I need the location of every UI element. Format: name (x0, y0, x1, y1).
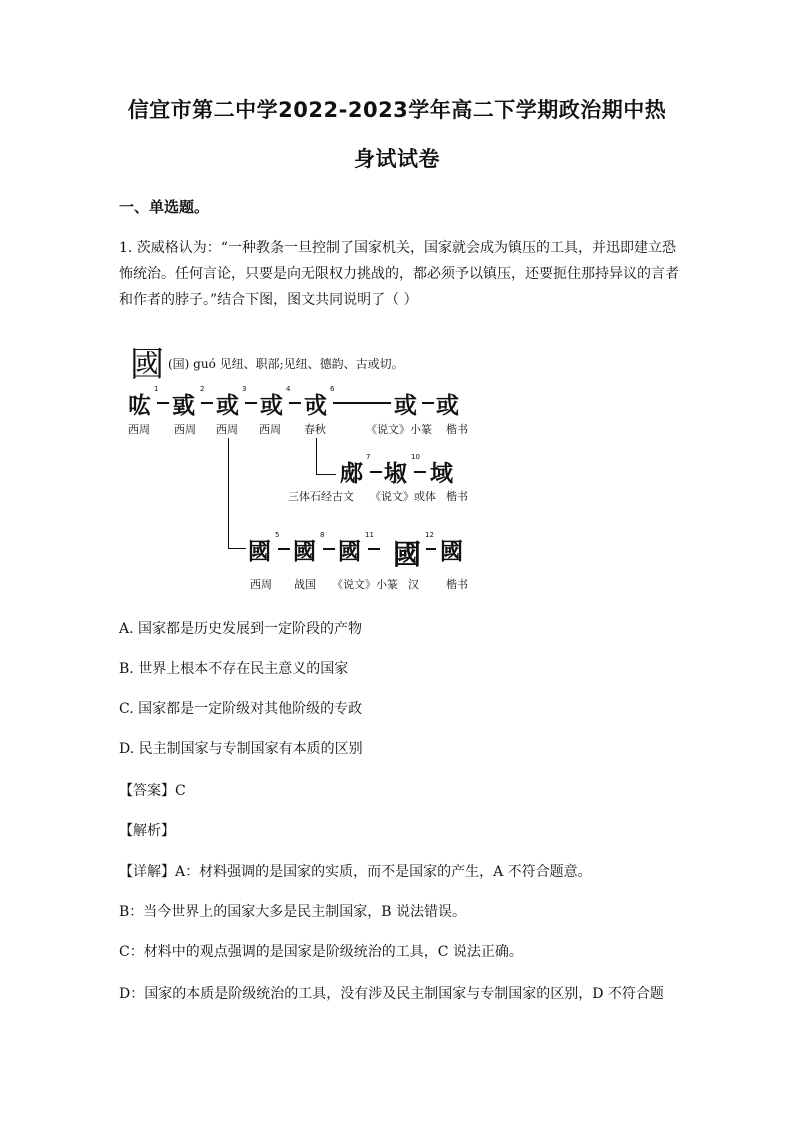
row2-sup: 7 (366, 453, 371, 461)
row1-sup: 6 (330, 385, 335, 393)
row1-sup: 3 (242, 385, 247, 393)
row2-glyph: 郕 (340, 461, 363, 487)
row1-label: 西周 (128, 423, 150, 436)
question-text: 1. 茨威格认为：“一种教条一旦控制了国家机关，国家就会成为镇压的工具，并迅即建立恐怖统治。任何言论，只要是向无限权力挑战的，都必须予以镇压，还要扼住那持异议的言者和作者的脖子。”结合下图，图文共同说明了（ ） (119, 240, 679, 308)
option-c: C. 国家都是一定阶级对其他阶级的专政 (119, 701, 363, 717)
row3-label: 楷书 (446, 578, 468, 591)
connector (323, 548, 335, 550)
row1-sup: 2 (200, 385, 205, 393)
branch-line (316, 438, 317, 474)
connector (289, 402, 301, 404)
row1-glyph: 吰 (128, 393, 151, 419)
row2-glyph: 埱 (384, 461, 407, 487)
row1-sup: 1 (154, 385, 159, 393)
row3-label: 战国 (294, 578, 316, 591)
connector (245, 402, 257, 404)
detail-line-d: D：国家的本质是阶级统治的工具，没有涉及民主制国家与专制国家的区别，D 不符合题 (119, 986, 664, 1002)
glyph-evolution-diagram (128, 335, 488, 600)
row2-sup: 10 (411, 453, 420, 461)
head-char: 國 (130, 345, 164, 385)
connector (370, 471, 382, 473)
row3-glyph: 國 (338, 539, 361, 565)
row3-sup: 5 (275, 531, 280, 539)
row1-label: 楷书 (446, 423, 468, 436)
option-a: A. 国家都是历史发展到一定阶段的产物 (119, 621, 363, 637)
row3-label: 西周 (250, 578, 272, 591)
row2-label: 楷书 (446, 490, 468, 503)
row1-glyph: 戓 (304, 393, 327, 419)
detail-line-b: B：当今世界上的国家大多是民主制国家，B 说法错误。 (119, 904, 467, 920)
connector (201, 402, 213, 404)
row2-glyph: 域 (430, 461, 453, 487)
row3-glyph: 國 (393, 538, 422, 571)
row3-sup: 11 (365, 531, 374, 539)
option-b: B. 世界上根本不存在民主意义的国家 (119, 661, 349, 677)
row1-glyph: 或 (260, 393, 283, 419)
row1-glyph: 或 (216, 393, 239, 419)
row1-glyph: 或 (436, 393, 459, 419)
row1-label: 春秋 (304, 423, 326, 436)
answer-value: C (175, 783, 186, 799)
row1-label: 《说文》小篆 (366, 423, 432, 436)
detail-text: A：材料强调的是国家的实质，而不是国家的产生，A 不符合题意。 (175, 864, 592, 880)
branch-line (228, 438, 229, 548)
row1-label: 西周 (216, 423, 238, 436)
answer-label: 【答案】 (119, 783, 175, 799)
branch-line (316, 474, 336, 475)
row1-sup: 4 (286, 385, 291, 393)
row1-label: 西周 (259, 423, 281, 436)
row1-glyph: 戜 (172, 393, 195, 419)
section-heading: 一、单选题。 (119, 198, 210, 216)
connector (414, 471, 426, 473)
row1-glyph: 或 (394, 393, 417, 419)
branch-line (228, 548, 246, 549)
connector (333, 402, 391, 404)
connector (157, 402, 169, 404)
option-d: D. 民主制国家与专制国家有本质的区别 (119, 741, 363, 757)
detail-label: 【详解】 (119, 864, 175, 880)
detail-line-c: C：材料中的观点强调的是国家是阶级统治的工具，C 说法正确。 (119, 944, 523, 960)
row3-sup: 12 (425, 531, 434, 539)
row2-label: 《说文》或体 (370, 490, 436, 503)
connector (426, 548, 436, 550)
row3-glyph: 國 (293, 539, 316, 565)
row3-glyph: 國 (248, 539, 271, 565)
row3-label: 《说文》小篆 (332, 578, 398, 591)
row1-label: 西周 (174, 423, 196, 436)
detail-line-a (119, 861, 592, 881)
row2-label: 三体石经古文 (288, 490, 354, 503)
row3-sup: 8 (320, 531, 325, 539)
page-title-line1: 信宜市第二中学2022-2023学年高二下学期政治期中热 (127, 98, 667, 122)
connector (368, 548, 380, 550)
row3-glyph: 國 (440, 539, 463, 565)
head-text: (国) guó 见纽、职部;见纽、德韵、古或切。 (168, 357, 404, 371)
analysis-label: 【解析】 (119, 823, 175, 839)
page-title-line2: 身试试卷 (354, 147, 440, 171)
connector (422, 402, 434, 404)
connector (278, 548, 290, 550)
row3-label: 汉 (408, 578, 419, 591)
answer-line (119, 780, 186, 800)
